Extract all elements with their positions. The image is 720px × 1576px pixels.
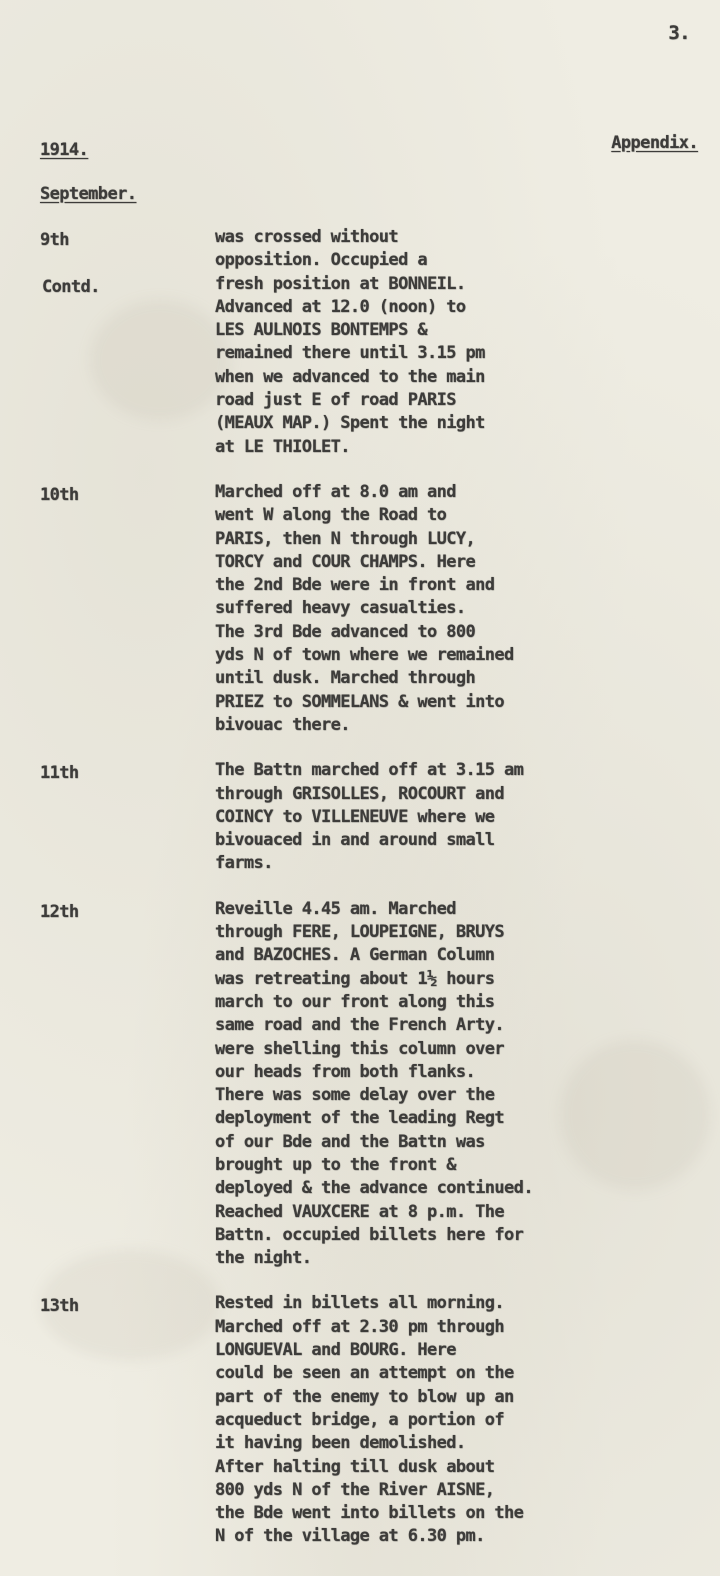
diary-entry-11th — [0, 759, 720, 875]
entry-date: 11th — [40, 763, 79, 784]
diary-entry-13th — [0, 1292, 720, 1548]
appendix-heading: Appendix. — [611, 133, 698, 153]
entry-date-column — [0, 481, 215, 737]
entry-date-column — [0, 759, 215, 875]
entry-text: was crossed without opposition. Occupied a fresh position at BONNEIL. Advanced at 12.0 (noon) to LES AULNOIS BONTEMPS & remained there until 3.15 pm when we advanced to the main road just E of road PARIS (MEAUX MAP.) Spent the night at LE THIOLET. — [215, 227, 485, 457]
month-heading: September. — [40, 184, 137, 204]
page-number: 3. — [668, 22, 690, 44]
entry-text: The Battn marched off at 3.15 am through GRISOLLES, ROCOURT and COINCY to VILLENEUVE where we bivouaced in and around small farms. — [215, 760, 524, 874]
entry-date-column — [0, 226, 215, 459]
diary-entry-9th — [0, 226, 720, 459]
entry-text: Rested in billets all morning. Marched off at 2.30 pm through LONGUEVAL and BOURG. Here could be seen an attempt on the part of the enemy to blow up an acqueduct bridge, a portion of it having been demolished. After halting till dusk about 800 yds N of the River AISNE, the Bde went into billets on the N of the village at 6.30 pm. — [215, 1293, 524, 1547]
diary-entry-12th — [0, 898, 720, 1271]
entry-continued-label: Contd. — [42, 277, 100, 297]
entry-text: Reveille 4.45 am. Marched through FERE, LOUPEIGNE, BRUYS and BAZOCHES. A German Column was retreating about 1½ hours march to our front along this same road and the French Arty. were shelling this column over our heads from both flanks. There was some delay over the deployment of the leading Regt of our Bde and the Battn was brought up to the front & deployed & the advance continued. Reached VAUXCERE at 8 p.m. The Battn. occupied billets here for the night. — [215, 898, 533, 1269]
entry-date: 13th — [40, 1296, 79, 1317]
entry-text: Marched off at 8.0 am and went W along the Road to PARIS, then N through LUCY, TORCY and COUR CHAMPS. Here the 2nd Bde were in front and suffered heavy casualties. The 3rd Bde advanced to 800 yds N of town where we remained until dusk. Marched through PRIEZ to SOMMELANS & went into bivouac there. — [215, 481, 514, 735]
year-heading: 1914. — [40, 140, 89, 160]
diary-entries — [0, 226, 720, 1571]
entry-date: 9th — [40, 230, 69, 250]
entry-date-column — [0, 1292, 215, 1548]
diary-entry-10th — [0, 481, 720, 737]
entry-date: 12th — [40, 901, 79, 922]
entry-date: 10th — [40, 484, 79, 505]
entry-date-column — [0, 898, 215, 1271]
